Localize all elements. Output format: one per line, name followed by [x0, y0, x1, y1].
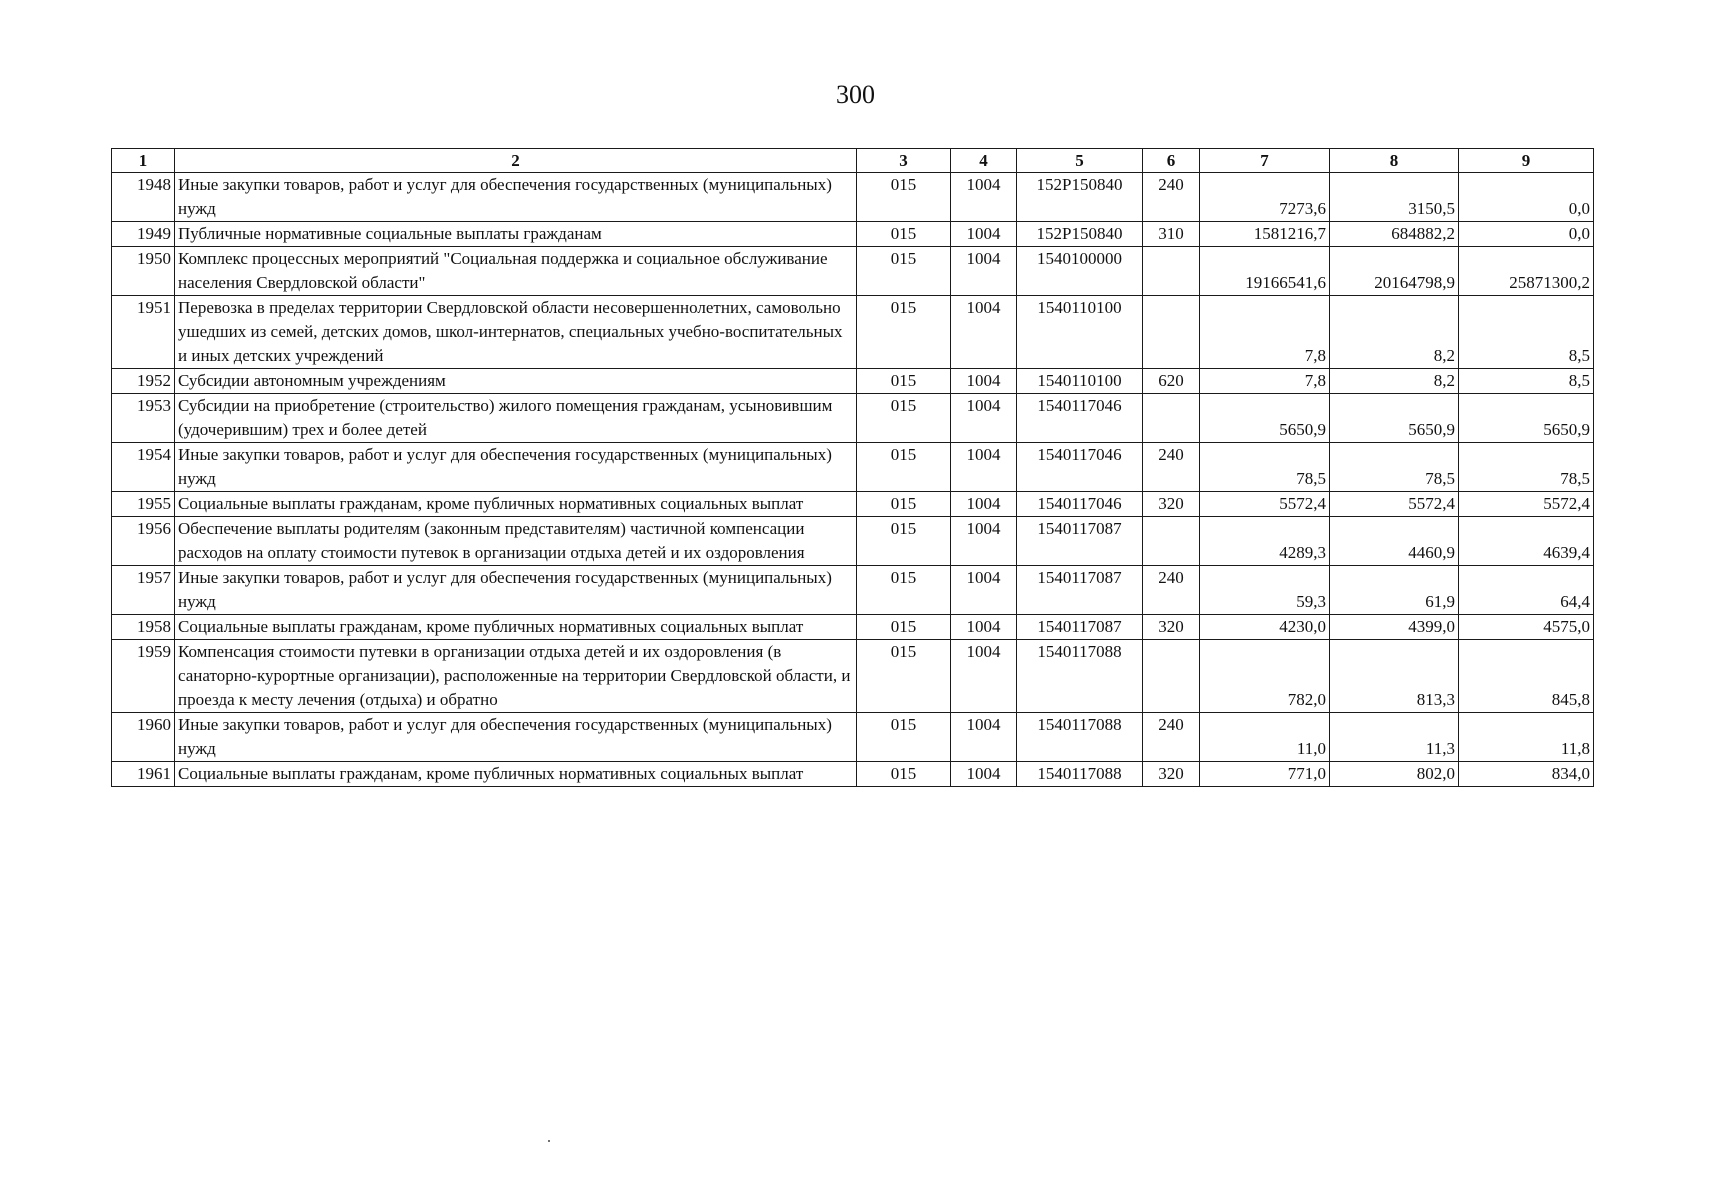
row-target-code: 1540117087 [1017, 615, 1143, 640]
row-value-col8: 4399,0 [1330, 615, 1459, 640]
row-section-code: 1004 [951, 713, 1017, 762]
row-number: 1957 [112, 566, 175, 615]
table-row [112, 566, 1594, 615]
table-row [112, 443, 1594, 492]
row-expense-type: 320 [1143, 492, 1200, 517]
row-section-code: 1004 [951, 247, 1017, 296]
row-name: Социальные выплаты гражданам, кроме публичных нормативных социальных выплат [175, 492, 857, 517]
row-section-code: 1004 [951, 173, 1017, 222]
table-row [112, 247, 1594, 296]
row-number: 1954 [112, 443, 175, 492]
row-expense-type: 240 [1143, 713, 1200, 762]
row-expense-type: 310 [1143, 222, 1200, 247]
header-cell: 5 [1017, 149, 1143, 173]
table-row [112, 713, 1594, 762]
table-row [112, 517, 1594, 566]
row-target-code: 152P150840 [1017, 173, 1143, 222]
row-section-code: 1004 [951, 296, 1017, 369]
table-row [112, 762, 1594, 787]
header-cell: 8 [1330, 149, 1459, 173]
row-value-col9: 11,8 [1459, 713, 1594, 762]
row-name: Иные закупки товаров, работ и услуг для обеспечения государственных (муниципальных) нужд [175, 713, 857, 762]
scan-dot [548, 1140, 550, 1142]
row-target-code: 1540117087 [1017, 517, 1143, 566]
table-row [112, 173, 1594, 222]
row-section-code: 1004 [951, 640, 1017, 713]
row-expense-type: 320 [1143, 762, 1200, 787]
row-section-code: 1004 [951, 615, 1017, 640]
header-cell: 9 [1459, 149, 1594, 173]
row-value-col9: 8,5 [1459, 296, 1594, 369]
row-value-col7: 7273,6 [1200, 173, 1330, 222]
row-value-col7: 4230,0 [1200, 615, 1330, 640]
row-name: Социальные выплаты гражданам, кроме публичных нормативных социальных выплат [175, 762, 857, 787]
row-expense-type: 240 [1143, 173, 1200, 222]
row-name: Субсидии на приобретение (строительство) жилого помещения гражданам, усыновившим (удочерившим) трех и более детей [175, 394, 857, 443]
header-cell: 3 [857, 149, 951, 173]
row-ministry-code: 015 [857, 173, 951, 222]
row-value-col9: 845,8 [1459, 640, 1594, 713]
row-number: 1948 [112, 173, 175, 222]
row-value-col8: 3150,5 [1330, 173, 1459, 222]
row-target-code: 1540117046 [1017, 492, 1143, 517]
row-target-code: 1540117046 [1017, 443, 1143, 492]
row-section-code: 1004 [951, 369, 1017, 394]
header-cell: 4 [951, 149, 1017, 173]
row-expense-type [1143, 640, 1200, 713]
row-ministry-code: 015 [857, 566, 951, 615]
row-value-col9: 8,5 [1459, 369, 1594, 394]
row-ministry-code: 015 [857, 296, 951, 369]
table-row [112, 492, 1594, 517]
row-name: Компенсация стоимости путевки в организации отдыха детей и их оздоровления (в санаторно-курортные организации), расположенные на территории Свердловской области, и проезда к месту лечения (отдыха) и обратно [175, 640, 857, 713]
row-value-col8: 5650,9 [1330, 394, 1459, 443]
table-row [112, 369, 1594, 394]
row-number: 1959 [112, 640, 175, 713]
row-name: Перевозка в пределах территории Свердловской области несовершеннолетних, самовольно ушедших из семей, детских домов, школ-интернатов, специальных учебно-воспитательных и иных детских учреждений [175, 296, 857, 369]
row-value-col9: 0,0 [1459, 173, 1594, 222]
row-number: 1952 [112, 369, 175, 394]
row-value-col8: 78,5 [1330, 443, 1459, 492]
row-value-col7: 5650,9 [1200, 394, 1330, 443]
row-value-col7: 78,5 [1200, 443, 1330, 492]
row-number: 1956 [112, 517, 175, 566]
row-number: 1960 [112, 713, 175, 762]
row-number: 1958 [112, 615, 175, 640]
budget-table [111, 148, 1594, 787]
row-section-code: 1004 [951, 492, 1017, 517]
row-expense-type: 240 [1143, 566, 1200, 615]
row-expense-type [1143, 394, 1200, 443]
header-cell: 6 [1143, 149, 1200, 173]
row-value-col9: 5572,4 [1459, 492, 1594, 517]
row-number: 1961 [112, 762, 175, 787]
row-ministry-code: 015 [857, 762, 951, 787]
row-value-col8: 61,9 [1330, 566, 1459, 615]
row-value-col7: 7,8 [1200, 369, 1330, 394]
table-row [112, 394, 1594, 443]
row-ministry-code: 015 [857, 443, 951, 492]
page-number: 300 [836, 80, 875, 109]
row-target-code: 1540100000 [1017, 247, 1143, 296]
row-number: 1953 [112, 394, 175, 443]
row-number: 1949 [112, 222, 175, 247]
row-ministry-code: 015 [857, 492, 951, 517]
row-name: Иные закупки товаров, работ и услуг для обеспечения государственных (муниципальных) нужд [175, 566, 857, 615]
row-value-col9: 834,0 [1459, 762, 1594, 787]
table-row [112, 296, 1594, 369]
row-value-col8: 4460,9 [1330, 517, 1459, 566]
header-cell: 2 [175, 149, 857, 173]
row-ministry-code: 015 [857, 640, 951, 713]
table-row [112, 640, 1594, 713]
row-expense-type: 320 [1143, 615, 1200, 640]
row-ministry-code: 015 [857, 394, 951, 443]
row-expense-type [1143, 296, 1200, 369]
table-row [112, 615, 1594, 640]
row-value-col9: 0,0 [1459, 222, 1594, 247]
row-name: Иные закупки товаров, работ и услуг для обеспечения государственных (муниципальных) нужд [175, 173, 857, 222]
row-value-col9: 25871300,2 [1459, 247, 1594, 296]
row-section-code: 1004 [951, 762, 1017, 787]
row-value-col8: 8,2 [1330, 296, 1459, 369]
row-value-col7: 1581216,7 [1200, 222, 1330, 247]
row-value-col8: 20164798,9 [1330, 247, 1459, 296]
row-section-code: 1004 [951, 566, 1017, 615]
row-target-code: 152P150840 [1017, 222, 1143, 247]
row-target-code: 1540110100 [1017, 296, 1143, 369]
row-ministry-code: 015 [857, 222, 951, 247]
row-expense-type: 240 [1143, 443, 1200, 492]
row-target-code: 1540117088 [1017, 640, 1143, 713]
row-expense-type [1143, 247, 1200, 296]
row-value-col9: 4639,4 [1459, 517, 1594, 566]
row-value-col9: 64,4 [1459, 566, 1594, 615]
row-value-col9: 78,5 [1459, 443, 1594, 492]
row-name: Обеспечение выплаты родителям (законным представителям) частичной компенсации расходов на оплату стоимости путевок в организации отдыха детей и их оздоровления [175, 517, 857, 566]
row-value-col8: 11,3 [1330, 713, 1459, 762]
row-value-col7: 4289,3 [1200, 517, 1330, 566]
row-section-code: 1004 [951, 222, 1017, 247]
header-cell: 1 [112, 149, 175, 173]
row-name: Иные закупки товаров, работ и услуг для обеспечения государственных (муниципальных) нужд [175, 443, 857, 492]
row-number: 1955 [112, 492, 175, 517]
row-value-col7: 59,3 [1200, 566, 1330, 615]
row-section-code: 1004 [951, 517, 1017, 566]
row-ministry-code: 015 [857, 517, 951, 566]
row-value-col8: 5572,4 [1330, 492, 1459, 517]
row-section-code: 1004 [951, 394, 1017, 443]
row-number: 1950 [112, 247, 175, 296]
row-expense-type [1143, 517, 1200, 566]
row-target-code: 1540117046 [1017, 394, 1143, 443]
row-target-code: 1540117087 [1017, 566, 1143, 615]
header-row [112, 149, 1594, 173]
row-target-code: 1540110100 [1017, 369, 1143, 394]
table-body [112, 173, 1594, 787]
row-value-col8: 802,0 [1330, 762, 1459, 787]
row-ministry-code: 015 [857, 369, 951, 394]
row-value-col7: 782,0 [1200, 640, 1330, 713]
row-expense-type: 620 [1143, 369, 1200, 394]
row-value-col7: 19166541,6 [1200, 247, 1330, 296]
row-ministry-code: 015 [857, 615, 951, 640]
row-number: 1951 [112, 296, 175, 369]
row-name: Комплекс процессных мероприятий "Социальная поддержка и социальное обслуживание населения Свердловской области" [175, 247, 857, 296]
row-name: Субсидии автономным учреждениям [175, 369, 857, 394]
row-section-code: 1004 [951, 443, 1017, 492]
row-ministry-code: 015 [857, 247, 951, 296]
row-value-col9: 5650,9 [1459, 394, 1594, 443]
table-row [112, 222, 1594, 247]
row-value-col7: 11,0 [1200, 713, 1330, 762]
row-ministry-code: 015 [857, 713, 951, 762]
row-value-col7: 5572,4 [1200, 492, 1330, 517]
row-name: Социальные выплаты гражданам, кроме публичных нормативных социальных выплат [175, 615, 857, 640]
header-cell: 7 [1200, 149, 1330, 173]
row-name: Публичные нормативные социальные выплаты гражданам [175, 222, 857, 247]
row-target-code: 1540117088 [1017, 713, 1143, 762]
row-value-col7: 771,0 [1200, 762, 1330, 787]
row-value-col8: 684882,2 [1330, 222, 1459, 247]
row-value-col8: 813,3 [1330, 640, 1459, 713]
row-target-code: 1540117088 [1017, 762, 1143, 787]
row-value-col8: 8,2 [1330, 369, 1459, 394]
row-value-col7: 7,8 [1200, 296, 1330, 369]
row-value-col9: 4575,0 [1459, 615, 1594, 640]
